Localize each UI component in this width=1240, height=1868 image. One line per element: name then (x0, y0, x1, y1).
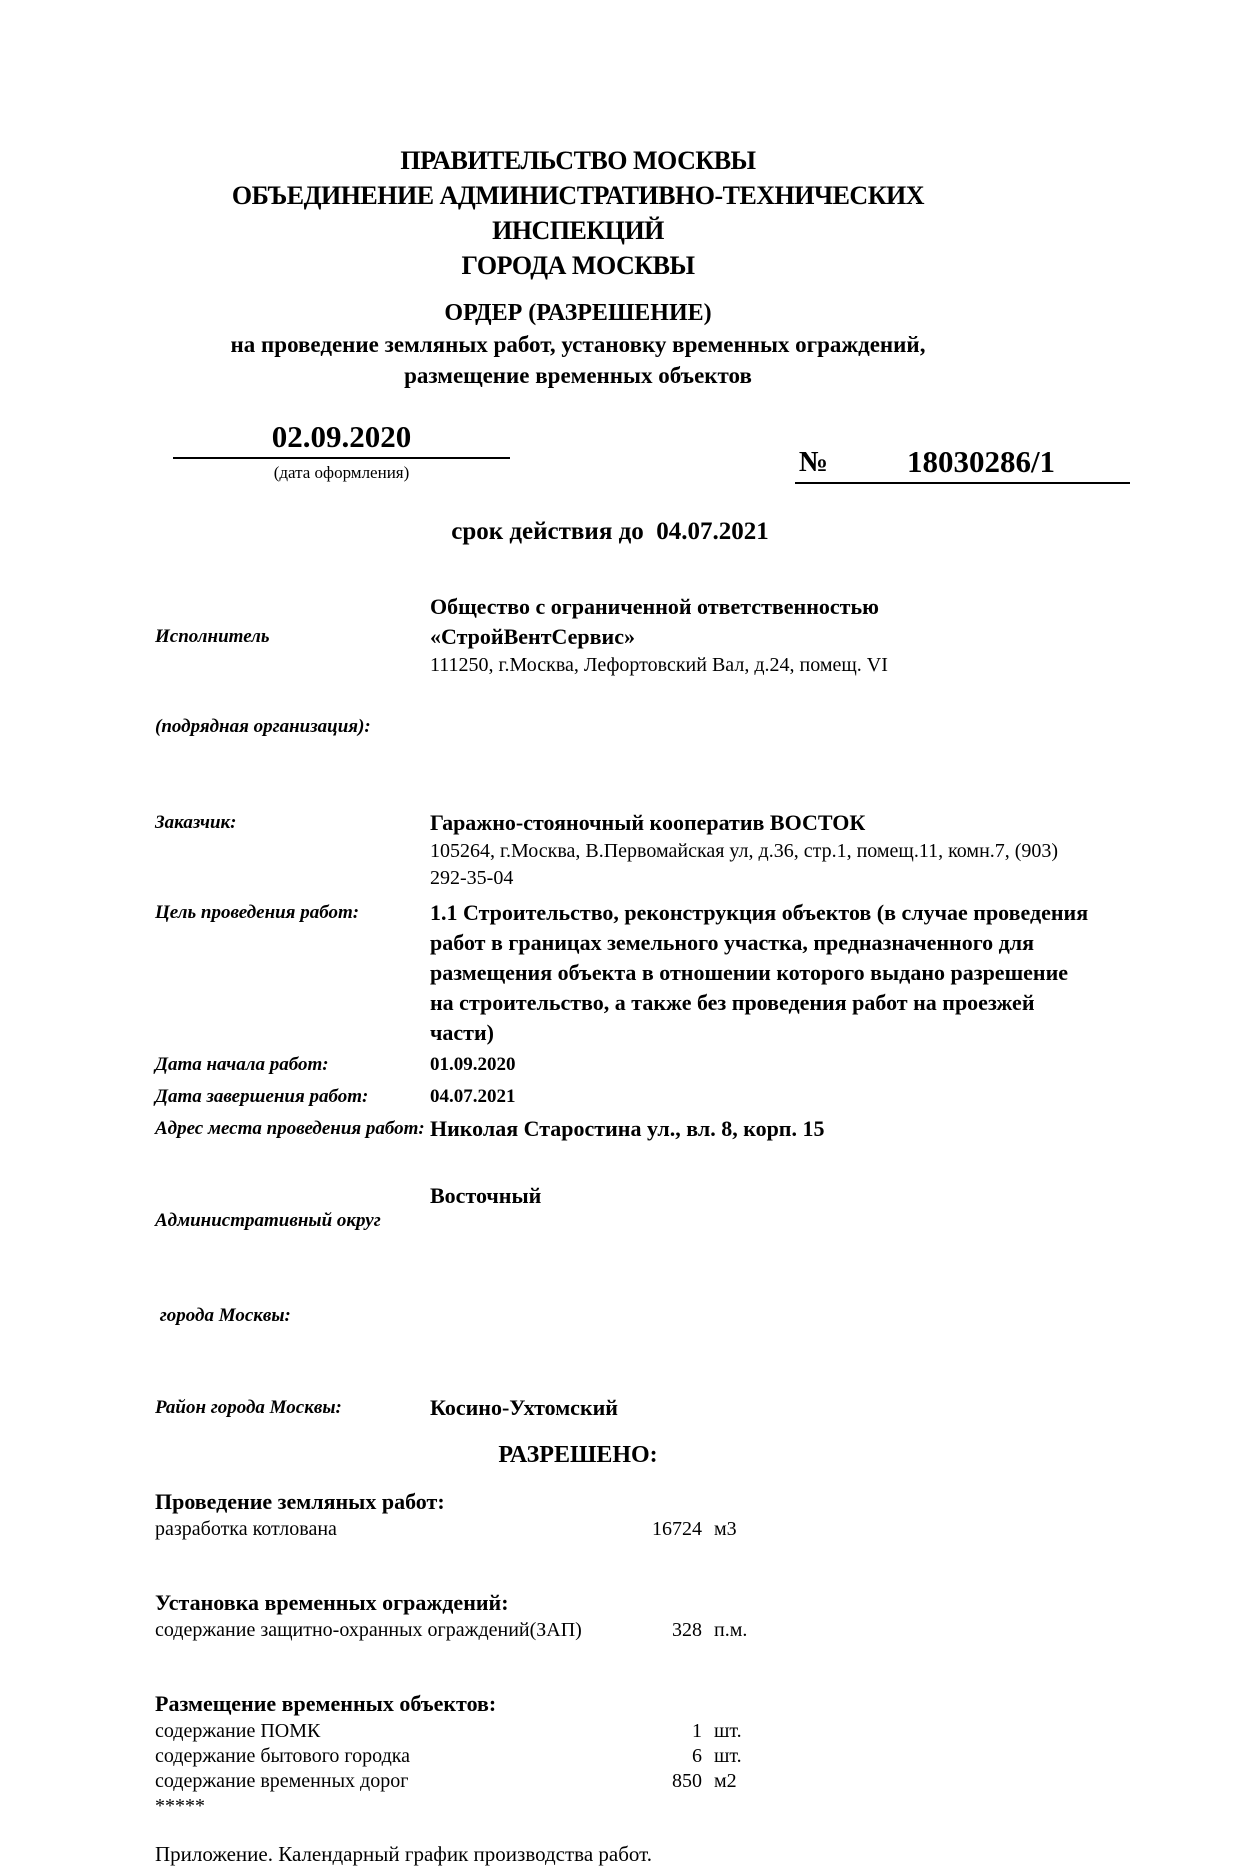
document-title: ОРДЕР (РАЗРЕШЕНИЕ) (444, 300, 712, 326)
admin-district-value (430, 1146, 1090, 1391)
work-item (155, 1618, 1240, 1643)
work-item-unit: п.м. (714, 1619, 748, 1641)
permitted-heading-row (155, 1439, 1001, 1471)
issue-date-block (173, 417, 510, 484)
work-item (155, 1719, 1240, 1744)
city-region-text: Косино-Ухтомский (430, 1395, 618, 1420)
section-fences-title: Установка временных ограждений: (155, 1590, 509, 1615)
purpose-text: 1.1 Строительство, реконструкция объектов (в случае проведения работ в границах земельного участка, предназначенного для размещения объекта в отношении которого выдано разрешение на строительство, а также без проведения работ на проезжей части) (430, 900, 1089, 1045)
purpose-label: Цель проведения работ: (155, 902, 360, 923)
issue-number-field (832, 442, 1130, 484)
document-subtitle-line-1: на проведение земляных работ, установку временных ограждений, (230, 332, 926, 357)
work-item-unit: м2 (714, 1770, 737, 1792)
customer-address: 105264, г.Москва, В.Первомайская ул, д.36, стр.1, помещ.11, комн.7, (903) 292-35-04 (430, 840, 1059, 889)
issue-date-field (173, 417, 510, 459)
customer-name: Гаражно-стояночный кооператив ВОСТОК (430, 810, 866, 835)
start-date-text: 01.09.2020 (430, 1054, 516, 1075)
field-start-date (155, 1050, 1090, 1080)
work-address-value (430, 1114, 1090, 1144)
work-item (155, 1744, 1240, 1769)
admin-district-text: Восточный (430, 1183, 542, 1208)
start-date-label: Дата начала работ: (155, 1054, 329, 1075)
details-table (155, 562, 1090, 1423)
issue-row (155, 417, 1130, 484)
admin-district-label-line-1: Административный округ (155, 1210, 381, 1231)
end-date-text: 04.07.2021 (430, 1086, 516, 1107)
end-date-value (430, 1082, 1090, 1112)
executor-label-line-2: (подрядная организация): (155, 716, 371, 737)
section-temp-objects-title: Размещение временных объектов: (155, 1691, 497, 1716)
work-item (155, 1769, 1240, 1794)
work-item-qty: 16724 (652, 1518, 702, 1540)
work-item-qty: 1 (692, 1720, 702, 1742)
work-item-unit: м3 (714, 1518, 737, 1540)
work-item-name: содержание защитно-охранных ограждений(ЗАП) (155, 1619, 582, 1641)
end-date-label: Дата завершения работ: (155, 1086, 369, 1107)
stars-separator: ***** (155, 1795, 205, 1817)
org-name-line-1: ПРАВИТЕЛЬСТВО МОСКВЫ (400, 146, 756, 175)
issue-number-block (795, 442, 1130, 484)
work-item-qty: 6 (692, 1745, 702, 1767)
field-executor (155, 562, 1090, 802)
number-sign: № (795, 442, 832, 484)
work-item-name: содержание ПОМК (155, 1720, 321, 1742)
org-name-line-3: ГОРОДА МОСКВЫ (461, 251, 695, 280)
work-item-name: содержание бытового городка (155, 1745, 411, 1767)
issue-number-value: 18030286/1 (906, 444, 1056, 479)
work-item-qty: 850 (672, 1770, 702, 1792)
field-end-date (155, 1082, 1090, 1112)
customer-label: Заказчик: (155, 812, 237, 833)
document-subtitle-line-2: размещение временных объектов (404, 363, 752, 388)
customer-value (430, 808, 1090, 892)
section-earthworks-title: Проведение земляных работ: (155, 1489, 445, 1514)
executor-label-line-1: Исполнитель (155, 626, 270, 647)
org-name-line-2: ОБЪЕДИНЕНИЕ АДМИНИСТРАТИВНО-ТЕХНИЧЕСКИХ ИНСПЕКЦИЙ (231, 181, 925, 245)
field-customer (155, 808, 1090, 892)
work-item-unit: шт. (714, 1720, 742, 1742)
executor-name-line-1: Общество с ограниченной ответственностью (430, 594, 879, 619)
section-temp-objects (155, 1689, 1240, 1818)
city-region-label: Район города Москвы: (155, 1397, 342, 1418)
section-fences (155, 1588, 1240, 1643)
work-item-unit: шт. (714, 1745, 742, 1767)
admin-district-label-line-2: города Москвы: (155, 1305, 291, 1326)
validity-text: срок действия до 04.07.2021 (451, 518, 769, 545)
work-item-qty: 328 (672, 1619, 702, 1641)
attachment-note: Приложение. Календарный график производства работ. (155, 1842, 652, 1866)
field-city-region (155, 1393, 1090, 1423)
work-item (155, 1517, 1240, 1542)
field-admin-district (155, 1146, 1090, 1391)
city-region-value (430, 1393, 1090, 1423)
permitted-heading: РАЗРЕШЕНО: (498, 1442, 658, 1468)
work-address-label: Адрес места проведения работ: (155, 1118, 425, 1139)
letterhead (155, 143, 1001, 391)
purpose-value (430, 898, 1090, 1048)
executor-label (155, 562, 430, 802)
admin-district-label (155, 1146, 430, 1391)
issue-date-caption: (дата оформления) (273, 463, 410, 482)
validity-row (155, 516, 1065, 548)
executor-name-line-2: «СтройВентСервис» (430, 624, 635, 649)
executor-address: 111250, г.Москва, Лефортовский Вал, д.24, помещ. VI (430, 654, 888, 676)
field-work-address (155, 1114, 1090, 1144)
work-item-name: разработка котлована (155, 1518, 337, 1540)
work-item-name: содержание временных дорог (155, 1770, 409, 1792)
work-address-text: Николая Старостина ул., вл. 8, корп. 15 (430, 1116, 825, 1141)
start-date-value (430, 1050, 1090, 1080)
issue-date-value: 02.09.2020 (271, 419, 412, 454)
executor-value (430, 562, 1090, 802)
field-purpose (155, 898, 1090, 1048)
section-earthworks (155, 1487, 1240, 1542)
